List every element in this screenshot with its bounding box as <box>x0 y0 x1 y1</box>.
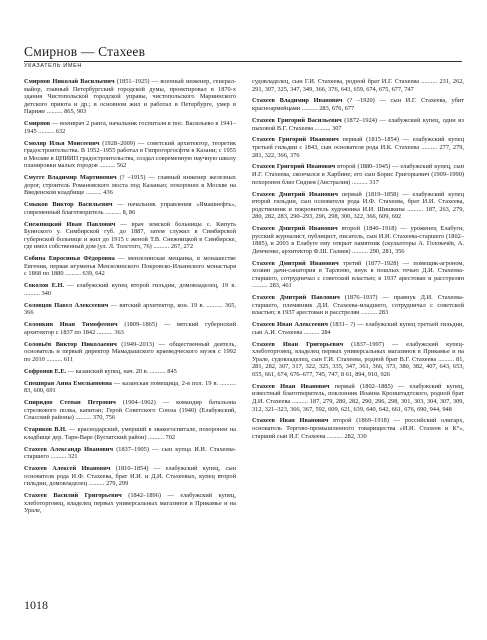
entry-name: Соловьёв Виктор Николаевич <box>24 340 117 348</box>
leader-dots: .......... <box>97 162 117 170</box>
entry-name: Стахеев Дмитрий Иванович <box>252 225 338 233</box>
entry-description: — казанская помещица, 2-я пол. 19 в. <box>111 379 219 387</box>
leader-dots: .......... <box>325 432 345 440</box>
leader-dots: .......... <box>87 480 107 488</box>
header-divider <box>24 61 462 62</box>
entry-description: (1851–1925) — военный инженер, генерал-майор, главный Петербургский городской думы, проектировал в 1870-х здания Чистопольской городской управы, чистопольского Мариинского детского приюта и др.; в основном жил и работал в Петербурге, умер в Париже <box>24 78 237 116</box>
entry-name: Стахеев Алексей Иванович <box>24 465 111 473</box>
entry-pages: 317 <box>369 178 379 186</box>
entry-name: Соколов Е.Н. <box>24 282 64 290</box>
entry-name: Смирнов Николай Васильевич <box>24 78 115 85</box>
entry-name: Спешнрая Анна Емельяновна <box>24 379 112 387</box>
leader-dots: .......... <box>48 453 69 461</box>
index-entry <box>252 383 464 413</box>
page-number: 1018 <box>24 598 48 612</box>
entry-pages: 365, 366 <box>24 301 236 317</box>
index-entry <box>24 380 236 395</box>
leader-dots: .......... <box>290 397 310 405</box>
entry-description: (1831– ?) — елабужский купец третьей гильдии, сын А.И. Стахеева <box>252 321 464 336</box>
entry-name: Стахеев Иван Алексеевич <box>252 321 328 329</box>
index-entry <box>24 321 236 336</box>
index-entry <box>252 260 464 290</box>
leader-dots: .......... <box>436 355 457 363</box>
leader-dots: .......... <box>302 328 322 336</box>
entry-pages: 284 <box>321 328 331 336</box>
entry-description: второй (1880–1945) — елабужский купец, сын И.Г. Стахеева, скончался в Харбине; его сын Борис Григорьевич (1909–1990) похоронен близ Сиднея (Австралия) <box>252 163 464 186</box>
entry-description: — военврач 2 ранга, начальник госпиталя в пос. Васильево в 1941–1945 <box>24 120 236 135</box>
entry-name: Стахеев Иван Иванович <box>252 382 330 390</box>
entry-description: (? –1915) — главный инженер железных дорог, строитель Романовского моста под Казанью; похоронен в Москве на Введенском кладбище <box>24 174 236 197</box>
leader-dots: .......... <box>419 144 440 151</box>
leader-dots: .......... <box>218 379 236 387</box>
entry-description: первый (1819–1858) — елабужский купец второй гильдии, сын основателя рода И.Ф. Стахеева, брат И.И. Стахеева, родственник и покровитель художника И.И. Шишкина <box>252 190 464 213</box>
section-label: УКАЗАТЕЛЬ ИМЕН <box>24 63 83 69</box>
index-entry <box>252 163 464 186</box>
index-entry <box>24 78 236 116</box>
entry-pages: 283 <box>378 309 389 317</box>
entry-pages: 290, 281, 356 <box>369 247 405 255</box>
index-entry <box>24 368 236 376</box>
index-entry <box>252 191 464 221</box>
entry-pages: 865, 903 <box>64 108 87 116</box>
entry-description: (1837–1997) — елабужский купец-хлеботорговец, владелец первых универсальных магазинов в Прикамье и на Урале, судовладелец, сын Г.И. Стахеева, родной брат В.Г. Стахеева <box>252 340 464 363</box>
leader-dots: .......... <box>63 270 83 278</box>
entry-pages: 279, 299 <box>106 480 129 488</box>
entry-pages: 283, 461 <box>269 282 292 290</box>
index-entry <box>24 492 236 515</box>
index-entry <box>24 399 236 422</box>
entry-pages: 8, 86 <box>122 208 136 216</box>
entry-pages: 639, 642 <box>82 270 105 278</box>
entry-description: — елабужский купец второй гильдии, домовладелец, 19 в. <box>63 282 236 290</box>
leader-dots: .......... <box>44 355 64 363</box>
entry-name: Смирнов <box>24 120 51 128</box>
index-entry <box>252 341 464 379</box>
entry-name: Спиридов Степан Петрович <box>24 399 116 407</box>
leader-dots: .......... <box>151 243 171 251</box>
entry-name: Снежницкий Иван Павлович <box>24 220 116 228</box>
entry-description: (1837–1905) — сын купца И.И. Стахеева-старшего <box>24 445 236 461</box>
leader-dots: .......... <box>204 301 225 309</box>
index-entry <box>252 117 464 132</box>
entry-description: (1876–1937) — правнук Д.И. Стахеева-старшего, племянник Д.И. Стахеева-младшего, сотрудничал с советской властью; в 1937 арестован и расстрелян <box>252 294 464 317</box>
entry-name: Стахеев Иван Григорьевич <box>252 340 344 348</box>
entry-description: (1872–1924) — елабужский купец, одни из пыховой В.Г. Стахеева <box>252 116 464 132</box>
index-entry <box>252 225 464 255</box>
entry-description: (1809–1865) — вятский губернский архитектор с 1837 по 1842 <box>24 321 237 336</box>
index-entry <box>24 465 236 488</box>
entry-pages: 81, 281, 282, 307, 317, 322, 325, 335, 347, 361, 366, 373, 380, 382, 407, 643, 653, 655, 661, 674, 676–677, 745, 747, 8 61, 894, 910, 926 <box>252 355 465 378</box>
index-entry <box>252 417 464 440</box>
leader-dots: .......... <box>45 108 65 116</box>
running-title: Смирнов — Стахеев <box>24 44 146 59</box>
leader-dots: .......... <box>73 414 93 422</box>
entry-name: Стахеев Иван Иванович <box>252 417 329 425</box>
entry-description: первый (1815–1854) — елабужский купец третьей гильдии с 1843, сын основателя рода И.К. Стахеева <box>252 136 464 151</box>
entry-description: второй (1840–1918) — уроженец Елабуги, русский журналист, публицист, писатель, сын И.И. Стахеева-старшего (1802–1885), в 2003 в Елабуге ему открыт памятник (скульпторы А. Головачёв, А. Демченко, архитектор Ф.Ш. Галиев) <box>252 225 464 255</box>
leader-dots: .......... <box>313 124 333 132</box>
entry-name: Стахеев Григорий Васильевич <box>252 116 342 124</box>
entry-name: Солонкин Иван Тимофеевич <box>24 321 118 329</box>
entry-name: Стахеев Дмитрий Павлович <box>252 294 340 302</box>
entry-name: Соловцов Павел Алексеевич <box>24 301 109 309</box>
entry-pages: 283, 676, 677 <box>319 105 355 113</box>
entry-description: (1949–2013) — общественный деятель, основатель и первый директор Мамадышского краеведческого музея с 1992 по 2010 <box>24 340 236 363</box>
entry-pages: 187, 279, 280, 282, 290, 296, 298, 301, 303, 304, 307, 309, 312, 321–323, 366, 367, 592, 609, 621, 639, 640, 642, 661, 676, 690, 944, 948 <box>252 397 464 413</box>
entry-description: — краснодарский, умерший в эвакогоспитале, похоронен на кладбище дер. Тарн-Варе (Буглатский район) <box>24 426 237 441</box>
entry-pages: 267, 272 <box>170 243 194 251</box>
entry-pages: 307 <box>332 124 342 132</box>
entry-pages: 436 <box>103 189 113 197</box>
entry-pages: 370, 756 <box>92 414 116 422</box>
leader-dots: .......... <box>359 309 379 317</box>
entry-description: первый (1802–1885) — елабужский купец, известный благотворитель, поклонник Иоанна Кронштадтского, родной брат Д.И. Стахеева <box>252 382 465 405</box>
leader-dots: .......... <box>146 433 166 441</box>
entry-pages: 611 <box>63 355 74 363</box>
index-entry <box>252 136 464 159</box>
entry-pages: 562 <box>116 162 127 170</box>
entry-name: Софронов Е.Е. <box>24 367 67 375</box>
index-entry <box>24 446 236 461</box>
entry-pages: 321 <box>68 453 78 461</box>
entry-pages: 632 <box>55 127 66 135</box>
leader-dots: .......... <box>419 78 440 85</box>
leader-dots: .......... <box>84 189 104 197</box>
index-entry <box>24 341 236 364</box>
entry-pages: 702 <box>165 433 176 441</box>
entry-description: третий (1877–1928) — помещик-агроном, хозяин дачи-санатория в Тарлоню, внук в пошлых течью Д.И. Стахеева-старшего, сотрудничал с советской властью; в 1937 арестован и расстрелян <box>252 259 464 282</box>
index-entry <box>24 120 236 135</box>
index-entry <box>24 302 236 317</box>
index-entry <box>24 201 236 216</box>
entry-description: (1904–1962) — командир батальона стрелкового полка, капитан; Герой Советского Союза (1940) (Елабужский, Спасский районы) <box>24 399 236 422</box>
entry-pages: 187, 263, 279, 280, 282, 283, 290–293, 296, 298, 300, 322, 366, 609, 692 <box>252 205 465 221</box>
entry-name: Стариков В.Н. <box>24 426 67 434</box>
leader-dots: .......... <box>300 105 320 113</box>
entry-description: судовладелец, сын Г.И. Стахеева, родной брат И.Г. Стахеева <box>252 78 419 85</box>
leader-dots: .......... <box>350 247 370 255</box>
index-entry <box>252 321 464 336</box>
entry-name: Стахеев Александр Иванович <box>24 445 114 453</box>
index-entry <box>252 97 464 112</box>
leader-dots: .......... <box>404 205 426 213</box>
entry-pages: 231, 262, 291, 307, 325, 347, 349, 366, 376, 643, 659, 674, 675, 677, 747 <box>252 78 464 93</box>
entry-name: Стахеев Дмитрий Иванович <box>252 190 338 198</box>
leader-dots: .......... <box>24 289 42 297</box>
leader-dots: .......... <box>252 282 270 290</box>
entry-name: Стахеев Василий Григорьевич <box>24 492 122 500</box>
entry-name: Стахеев Григорий Иванович <box>252 136 339 144</box>
index-entry <box>24 426 236 441</box>
index-entry <box>24 174 236 197</box>
entry-pages: 340 <box>41 289 51 297</box>
entry-description: — врач земской больницы с. Кипуть Буинского у. Симбирской губ. до 1887, затем служил в Симбирской губернской больнице и жил до 1915 с женой Т.В. Снежницкой в Симбирске, где имел собственный дом (ул. Л. Толстого, 76) <box>24 220 237 251</box>
entry-description: второй (1869–1918) — российский олигарх, основатель Торгово-промышленного товарищества «И.И. Стахеев и К°», старший сын И.Г. Стахеева <box>252 417 464 440</box>
entry-name: Смыков Виктор Васильевич <box>24 201 113 209</box>
entry-description: (1810–1854) — елабужский купец, сын основателя рода И.Ф. Стахеева, брат И.И. и Д.И. Стахеевых, купец второй гильдии, домовладелец <box>24 465 236 488</box>
index-entry <box>24 255 236 278</box>
entry-pages: 363 <box>114 328 124 336</box>
entry-description: — начальник управления «Ямашнефть», современный благотворитель <box>24 201 236 216</box>
entry-name: Стахеев Владимир Иванович <box>252 97 343 105</box>
entry-description: — вятский архитектор, кон. 19 в. <box>108 301 205 309</box>
leader-dots: .......... <box>103 208 123 216</box>
entry-description: — мензелинская мещанка, в монашестве Евгения, первая игуменья Мензелинского Покровско-Ильинского монастыря с 1868 по 1880 <box>24 255 236 278</box>
index-entry <box>252 78 464 93</box>
entry-name: Собина Евросинья Фёдоровна <box>24 255 115 263</box>
leader-dots: .......... <box>36 127 56 135</box>
leader-dots: .......... <box>350 178 370 186</box>
entry-name: Смугге Владимир Мартинович <box>24 174 117 182</box>
entry-description: — казанский купец, нач. 20 в. <box>66 367 149 375</box>
index-entry <box>24 282 236 297</box>
index-entry <box>24 140 236 170</box>
entry-description: (1928–2009) — советский архитектор, теоретик градостроительства. В 1952–1955 работал в Гипрогоргосфтм в Казани; с 1955 в Москве в ЦНИИП градостроительства, создал современную научную школу планировки малых городов <box>24 139 236 170</box>
entry-pages: 282, 330 <box>344 432 367 440</box>
index-column-right <box>252 78 464 445</box>
index-entry <box>24 221 236 251</box>
entry-description: (1842–1896) — елабужский купец, хлеботорговец, владелец первых универсальных магазинов в Прикамье и на Урале, <box>24 492 236 515</box>
leader-dots: .......... <box>148 367 168 375</box>
index-column-left <box>24 78 236 519</box>
entry-pages: 277, 279, 281, 322, 366, 376 <box>252 144 464 159</box>
entry-pages: 845 <box>167 367 177 375</box>
entry-name: Стахеев Григорий Иванович <box>252 163 336 171</box>
leader-dots: .......... <box>95 328 115 336</box>
entry-pages: 83, 600, 691 <box>24 387 56 395</box>
entry-name: Стахеев Дмитрий Иванович <box>252 259 339 267</box>
index-entry <box>252 294 464 317</box>
entry-name: Смоляр Илья Моисеевич <box>24 139 100 147</box>
entry-description: (? –1920) — сын И.Г. Стахеева, убит красноармейцами <box>252 97 465 113</box>
